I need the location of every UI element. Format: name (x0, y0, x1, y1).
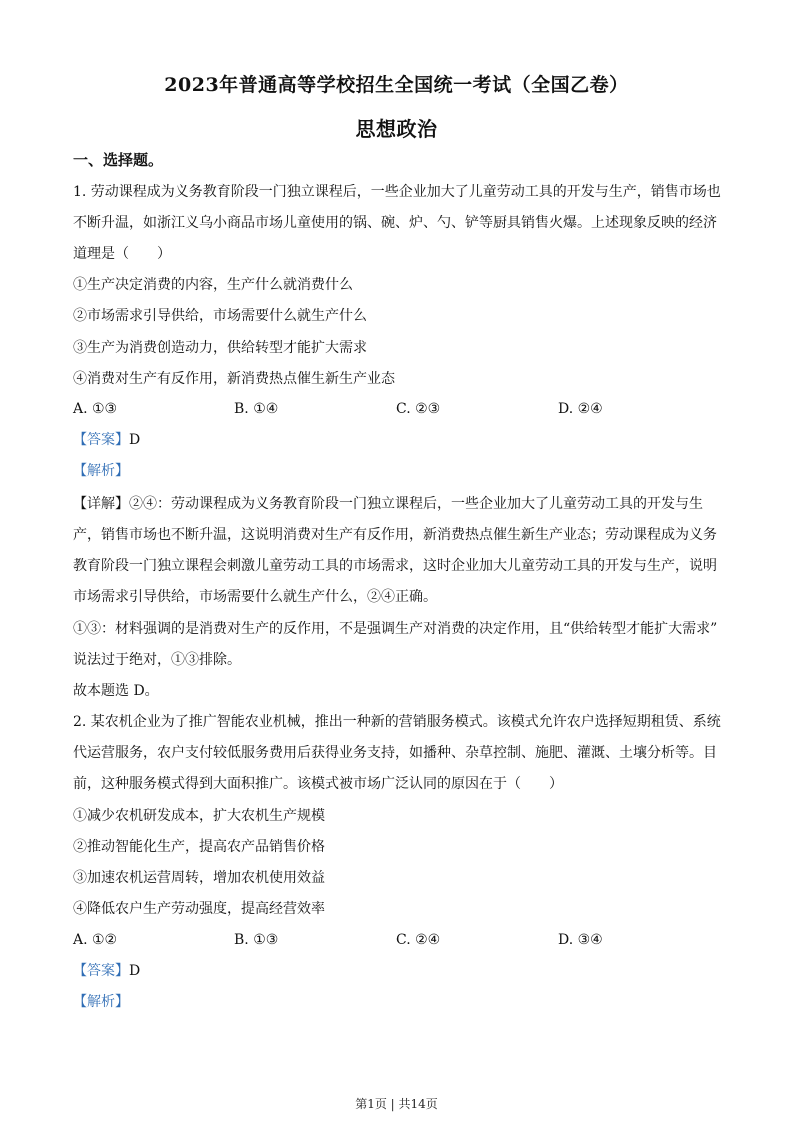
q1-detail-line-5: ①③：材料强调的是消费对生产的反作用，不是强调生产对消费的决定作用，且“供给转型才能扩大需求” (73, 621, 718, 637)
q1-answer-value: D (129, 432, 141, 448)
q1-analysis-tag: 【解析】 (73, 463, 129, 479)
q1-detail-line-7: 故本题选 D。 (73, 683, 159, 699)
q1-detail-tag: 【详解】 (73, 496, 129, 512)
q1-detail-line-3: 教育阶段一门独立课程会刺激儿童劳动工具的市场需求，这时企业加大儿童劳动工具的开发与生产，说明 (73, 558, 717, 574)
q1-option-d: D. ②④ (558, 401, 603, 417)
q2-item-1: ①减少农机研发成本，扩大农机生产规模 (73, 808, 325, 824)
q1-item-2: ②市场需求引导供给，市场需要什么就生产什么 (73, 308, 367, 324)
exam-subject: 思想政治 (355, 117, 438, 141)
q2-stem-line-3: 前，这种服务模式得到大面积推广。该模式被市场广泛认同的原因在于（ ） (73, 776, 563, 792)
q1-option-c: C. ②③ (396, 401, 441, 417)
q2-stem-line-2: 代运营服务，农户支付较低服务费用后获得业务支持，如播种、杂草控制、施肥、灌溉、土壤分析等。目 (73, 745, 717, 761)
q1-answer-tag: 【答案】 (73, 432, 129, 448)
q1-item-3: ③生产为消费创造动力，供给转型才能扩大需求 (73, 340, 367, 356)
exam-title: 2023年普通高等学校招生全国统一考试（全国乙卷） (164, 74, 629, 96)
page-footer: 第1页 | 共14页 (355, 1097, 438, 1111)
q2-answer-row (73, 961, 723, 981)
q1-stem-line-1: 1. 劳动课程成为义务教育阶段一门独立课程后，一些企业加大了儿童劳动工具的开发与生产，销售市场也 (73, 184, 721, 200)
q2-answer-tag: 【答案】 (73, 963, 129, 979)
q2-item-2: ②推动智能化生产，提高农产品销售价格 (73, 839, 325, 855)
q1-detail-line-4: 市场需求引导供给，市场需要什么就生产什么，②④正确。 (73, 589, 437, 605)
q1-detail-line-1 (73, 494, 723, 514)
q1-detail-text-1: ②④：劳动课程成为义务教育阶段一门独立课程后，一些企业加大了儿童劳动工具的开发与生 (129, 496, 703, 512)
q1-item-1: ①生产决定消费的内容，生产什么就消费什么 (73, 277, 353, 293)
q1-answer-row (73, 430, 723, 450)
q2-item-4: ④降低农户生产劳动强度，提高经营效率 (73, 901, 325, 917)
q2-analysis-tag: 【解析】 (73, 994, 129, 1010)
q1-option-a: A. ①③ (73, 401, 118, 417)
q1-option-b: B. ①④ (234, 401, 279, 417)
q2-option-a: A. ①② (73, 932, 118, 948)
q1-item-4: ④消费对生产有反作用，新消费热点催生新生产业态 (73, 371, 395, 387)
q2-option-d: D. ③④ (558, 932, 603, 948)
q1-detail-line-6: 说法过于绝对，①③排除。 (73, 652, 241, 668)
q1-detail-line-2: 产，销售市场也不断升温，这说明消费对生产有反作用，新消费热点催生新生产业态；劳动课程成为义务 (73, 527, 717, 543)
section-heading: 一、选择题。 (73, 151, 164, 169)
q2-stem-line-1: 2. 某农机企业为了推广智能农业机械，推出一种新的营销服务模式。该模式允许农户选择短期租赁、系统 (73, 714, 721, 730)
q2-item-3: ③加速农机运营周转，增加农机使用效益 (73, 870, 325, 886)
q1-stem-line-3: 道理是（ ） (73, 246, 171, 262)
q1-stem-line-2: 不断升温，如浙江义乌小商品市场儿童使用的锅、碗、炉、勺、铲等厨具销售火爆。上述现象反映的经济 (73, 215, 717, 231)
q2-option-c: C. ②④ (396, 932, 441, 948)
q2-option-b: B. ①③ (234, 932, 279, 948)
q2-answer-value: D (129, 963, 141, 979)
